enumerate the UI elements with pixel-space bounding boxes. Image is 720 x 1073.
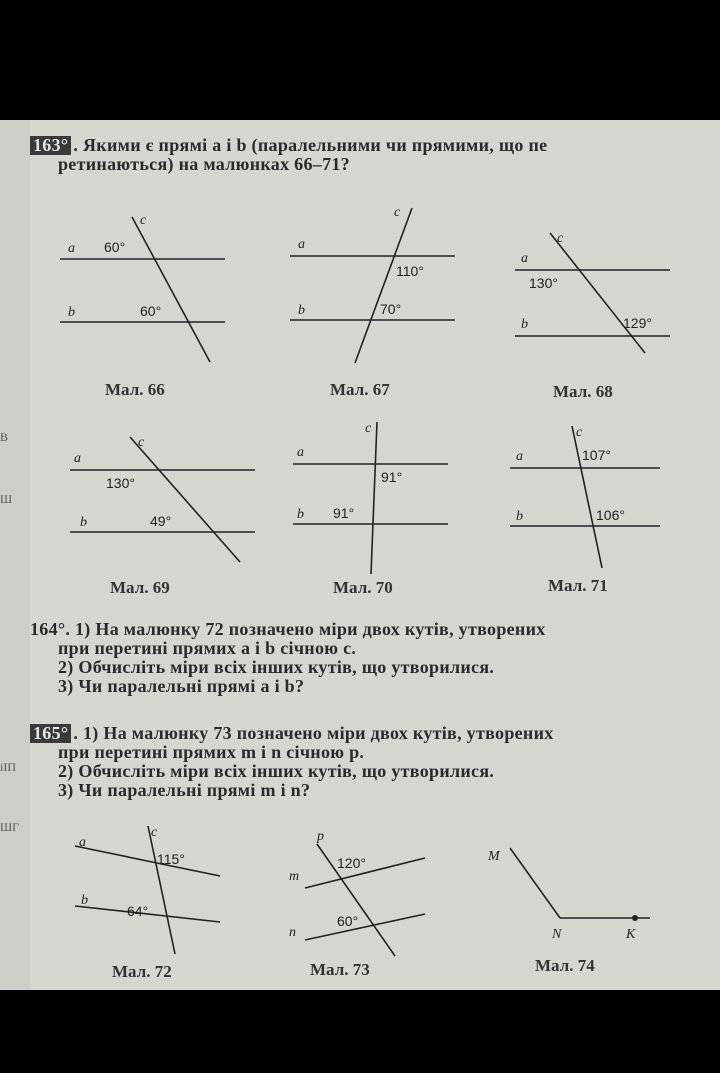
figure-67 [290,205,460,362]
figure-caption: Мал. 72 [112,962,172,981]
figure-68 [515,228,675,352]
line-label-b: b [298,303,305,318]
task-165 [30,724,720,800]
line-label-c: c [576,425,583,440]
angle-label: 60° [140,303,162,319]
figure-caption: Мал. 67 [330,380,390,399]
task-text: при перетині прямих m і n січною p. [58,742,365,762]
figure-73 [285,828,445,962]
angle-label: 120° [337,855,366,871]
line-label-a: a [297,445,304,460]
line-label-b: b [80,515,87,530]
line-label-b: b [81,893,88,908]
figure-69-drawing [70,432,260,562]
line-label-c: c [140,213,147,228]
figure-caption: Мал. 74 [535,956,595,975]
point-label-M: M [488,849,500,864]
angle-label: 115° [157,851,185,867]
figure-72-drawing [75,824,235,954]
line-label-n: n [289,925,296,940]
figure-caption: Мал. 69 [110,578,170,597]
line-label-b: b [516,509,523,524]
line-label-a: a [298,237,305,252]
figure-66 [60,212,230,326]
line-label-b: b [68,305,75,320]
figure-74 [480,836,660,950]
figure-67-drawing [290,205,460,358]
figure-71 [510,426,670,570]
line-label-c: c [557,231,564,246]
task-text: при перетині прямих a і b січною c. [58,638,357,658]
angle-label: 110° [396,263,424,279]
line-label-b: b [521,317,528,332]
margin-strip [0,120,30,990]
figure-caption: Мал. 71 [548,576,608,595]
line-label-c: c [138,435,145,450]
angle-label: 91° [333,505,355,521]
line-label-b: b [297,507,304,522]
line-label-c: c [394,205,401,220]
angle-label: 70° [380,301,402,317]
task-text: . 1) На малюнку 73 позначено міри двох кутів, утворених [73,723,554,743]
margin-fragment: B [0,430,9,444]
figure-68-drawing [515,228,675,348]
textbook-page [0,120,720,990]
line-label-a: a [74,451,81,466]
task-text: 2) Обчисліть міри всіх інших кутів, що утворилися. [58,657,495,677]
line-label-a: a [521,251,528,266]
figure-73-drawing [285,828,445,958]
angle-label: 91° [381,469,403,485]
task-text: 1) На малюнку 72 позначено міри двох кутів, утворених [70,619,546,639]
figure-caption: Мал. 73 [310,960,370,979]
angle-label: 49° [150,513,172,529]
angle-label: 107° [582,447,611,463]
angle-label: 60° [337,913,359,929]
line-label-a: a [516,449,523,464]
figure-caption: Мал. 66 [105,380,165,399]
figure-caption: Мал. 70 [333,578,393,597]
figure-69 [70,432,260,566]
angle-label: 130° [529,275,558,291]
task-number: 165° [30,724,71,743]
line-label-p: p [317,829,324,844]
line-label-m: m [289,869,300,884]
figure-70 [293,422,453,576]
margin-fragment: iIП [0,760,16,774]
task-text: 3) Чи паралельні прямі a і b? [58,676,305,696]
figure-74-drawing [480,836,660,946]
task-text: 2) Обчисліть міри всіх інших кутів, що утворилися. [58,761,495,781]
task-number: 163° [30,136,71,155]
angle-label: 130° [106,475,135,491]
task-text: ретинаються) на малюнках 66–71? [58,154,350,174]
task-number: 164°. [30,619,71,639]
margin-fragment: ШГ [0,820,20,834]
figure-66-drawing [60,212,230,322]
line-label-c: c [365,421,372,436]
point-label-K: K [626,927,636,942]
margin-fragment: Ш [0,492,13,506]
task-text: 3) Чи паралельні прямі m і n? [58,780,311,800]
angle-label: 60° [104,239,126,255]
figure-71-drawing [510,426,670,566]
point-label-N: N [552,927,562,942]
line-label-c: c [151,825,158,840]
figure-caption: Мал. 68 [553,382,613,401]
task-text: . Якими є прямі a і b (паралельними чи прямими, що пе [73,135,548,155]
line-label-a: a [79,835,86,850]
line-label-a: a [68,241,75,256]
angle-label: 129° [623,315,652,331]
angle-label: 64° [127,903,149,919]
figure-72 [75,824,235,958]
task-163 [30,136,720,174]
task-164 [30,620,720,696]
angle-label: 106° [596,507,625,523]
figure-70-drawing [293,422,453,572]
